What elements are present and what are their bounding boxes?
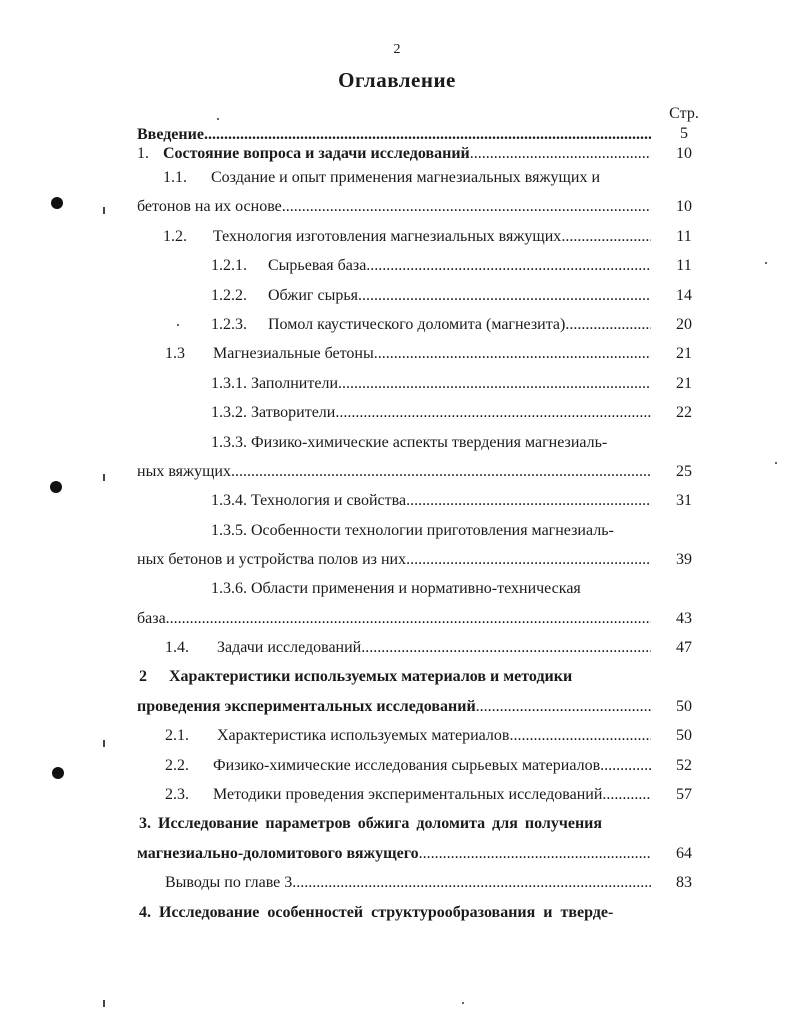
toc-entry (0, 520, 794, 542)
toc-entry-page: 64 (676, 845, 692, 862)
toc-entry-text: ных вяжущих (137, 463, 231, 480)
toc-entry-text: Сырьевая база (268, 257, 367, 274)
toc-entry-text: Помол каустического доломита (магнезита) (268, 316, 566, 333)
toc-entry-number: 1.2.1. (211, 257, 247, 274)
dot-leader (476, 696, 651, 718)
toc-entry-text: Обжиг сырья (268, 287, 358, 304)
toc-entry-text: 1.3.5. Особенности технологии приготовления магнезиаль- (211, 522, 614, 539)
toc-entry-page: 50 (676, 698, 692, 715)
toc-entry-text: 1.3.6. Области применения и нормативно-техническая (211, 580, 581, 597)
dot-leader (419, 843, 651, 865)
dot-leader (600, 755, 651, 777)
toc-entry (0, 167, 794, 189)
dot-leader (406, 490, 651, 512)
toc-entry-text: Выводы по главе 3 (165, 874, 293, 891)
toc-entry-text: Создание и опыт применения магнезиальных вяжущих и (211, 169, 600, 186)
toc-entry-page: 5 (680, 125, 688, 142)
toc-entry-page: 52 (676, 757, 692, 774)
toc-entry-page: 20 (676, 316, 692, 333)
toc-entry (0, 226, 794, 248)
toc-entry-text: Физико-химические исследования сырьевых материалов (213, 757, 601, 774)
toc-entry (0, 755, 794, 777)
toc-entry (0, 725, 794, 747)
toc-entry-page: 39 (676, 551, 692, 568)
toc-entry-page: 22 (676, 404, 692, 421)
dot-leader (231, 461, 651, 483)
toc-entry (0, 490, 794, 512)
toc-entry (0, 608, 794, 630)
toc-entry-text: проведения экспериментальных исследований (137, 698, 476, 715)
scan-mark (103, 1000, 105, 1007)
toc-entry-text: 3. Исследование параметров обжига доломита для получения (139, 815, 603, 832)
page-column-header: Стр. (669, 105, 699, 122)
toc-entry-text: бетонов на их основе (137, 198, 282, 215)
toc-entry-number: 1.2. (163, 228, 187, 245)
dot-leader (602, 784, 651, 806)
toc-entry-text: 4. Исследование особенностей структурообразования и тверде- (139, 904, 614, 921)
toc-entry-text: магнезиально-доломитового вяжущего (137, 845, 419, 862)
toc-entry (0, 373, 794, 395)
toc-entry (0, 255, 794, 277)
toc-entry (0, 461, 794, 483)
toc-entry-page: 21 (676, 345, 692, 362)
toc-entry-page: 57 (676, 786, 692, 803)
dot-leader (338, 373, 651, 395)
toc-entry-text: Характеристики используемых материалов и методики (169, 668, 573, 685)
dot-leader (292, 872, 651, 894)
toc-entry (0, 902, 794, 924)
toc-entry-page: 11 (676, 257, 692, 274)
toc-entry-number: 2.2. (165, 757, 189, 774)
page-number: 2 (393, 42, 401, 57)
dot-leader (361, 637, 651, 659)
toc-entry-number: 2.3. (165, 786, 189, 803)
dot-leader (509, 725, 651, 747)
dot-leader (358, 285, 651, 307)
dot-leader (561, 226, 651, 248)
toc-entry-page: 11 (676, 228, 692, 245)
toc-entry-page: 47 (676, 639, 692, 656)
toc-entry-number: 1.1. (163, 169, 187, 186)
toc-entry-text: Характеристика используемых материалов (217, 727, 510, 744)
dot-leader (282, 196, 651, 218)
toc-entry (0, 872, 794, 894)
toc-entry (0, 402, 794, 424)
toc-entry-page: 14 (676, 287, 692, 304)
toc-entry-number: 1.2.3. (211, 316, 247, 333)
toc-entry-page: 31 (676, 492, 692, 509)
toc-entry-page: 83 (676, 874, 692, 891)
dot-leader (374, 343, 651, 365)
toc-entry (0, 549, 794, 571)
toc-entry-number: 1.3 (165, 345, 185, 362)
toc-entry-text: Введение (137, 126, 204, 143)
toc-entry-text: Задачи исследований (217, 639, 362, 656)
toc-entry (0, 666, 794, 688)
toc-entry (0, 285, 794, 307)
toc-entry-text: 1.3.2. Затворители (211, 404, 336, 421)
toc-entry (0, 314, 794, 336)
toc-entry (0, 813, 794, 835)
toc-entry-number: 2 (139, 668, 147, 685)
toc-entry (0, 343, 794, 365)
toc-entry (0, 696, 794, 718)
toc-entry-page: 43 (676, 610, 692, 627)
toc-entry-number: 2.1. (165, 727, 189, 744)
dot-leader (366, 255, 651, 277)
dot-leader (166, 608, 651, 630)
toc-entry-text: 1.3.4. Технология и свойства (211, 492, 407, 509)
toc-entry (0, 637, 794, 659)
scan-speck (462, 1002, 464, 1004)
toc-entry (0, 578, 794, 600)
toc-entry-page: 50 (676, 727, 692, 744)
dot-leader (470, 143, 651, 165)
toc-entry (0, 843, 794, 865)
toc-entry-page: 21 (676, 375, 692, 392)
toc-entry-page: 10 (676, 145, 692, 162)
toc-entry-text: Методики проведения экспериментальных исследований (213, 786, 603, 803)
toc-entry-text: Состояние вопроса и задачи исследований (163, 145, 470, 162)
toc-entry (0, 196, 794, 218)
dot-leader (406, 549, 651, 571)
scan-speck (217, 118, 219, 120)
toc-entry (0, 784, 794, 806)
dot-leader (565, 314, 651, 336)
toc-entry-text: 1.3.3. Физико-химические аспекты твердения магнезиаль- (211, 434, 608, 451)
toc-entry-text: база (137, 610, 166, 627)
toc-entry (0, 432, 794, 454)
toc-entry-text: ных бетонов и устройства полов из них (137, 551, 407, 568)
toc-entry-page: 25 (676, 463, 692, 480)
toc-entry-number: 1.2.2. (211, 287, 247, 304)
page-title: Оглавление (338, 68, 456, 92)
toc-entry-number: 1. (137, 145, 149, 162)
toc-entry-text: 1.3.1. Заполнители (211, 375, 339, 392)
toc-entry-text: Технология изготовления магнезиальных вяжущих (213, 228, 562, 245)
dot-leader (335, 402, 651, 424)
toc-entry-text: Магнезиальные бетоны (213, 345, 374, 362)
toc-entry (0, 143, 794, 165)
toc-entry-number: 1.4. (165, 639, 189, 656)
toc-entry-page: 10 (676, 198, 692, 215)
